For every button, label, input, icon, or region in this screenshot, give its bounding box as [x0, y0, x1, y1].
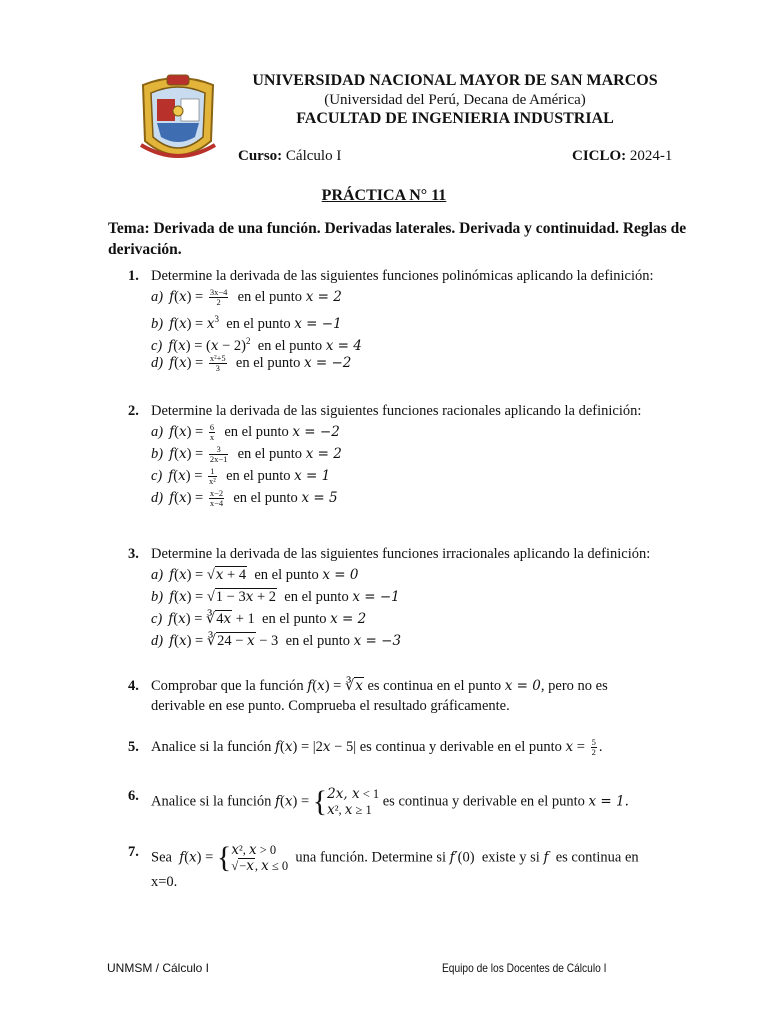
question-statement: Determine la derivada de las siguientes funciones racionales aplicando la definición: — [151, 403, 642, 419]
question-1 — [108, 266, 688, 376]
question-statement: Sea f(x) = {x², x > 0 √−x, x ≤ 0 una función. Determine si f′(0) existe y si f es continua en — [151, 841, 639, 874]
item-c: c) f(x) = ∛4x + 1 en el punto x = 2 — [151, 611, 367, 627]
item-a: a) f(x) = $\frac{6}{x}$ en el punto x = −2 — [151, 422, 340, 443]
question-6 — [108, 785, 688, 818]
item-a: a) f(x) = √x + 4 en el punto x = 0 — [151, 567, 359, 583]
question-3 — [108, 544, 688, 654]
course-value: Cálculo I — [285, 148, 342, 164]
question-5 — [108, 737, 688, 761]
footer-left: UNMSM / Cálculo I — [107, 961, 210, 975]
question-number: 1. — [128, 268, 139, 284]
item-b: b) $f(x) = x^3$ en el punto x = −1 — [151, 314, 342, 332]
item-d: d) f(x) = $\frac{\text{x²+5}}{3}$ en el punto x = −2 — [151, 353, 352, 374]
cycle-label: CICLO: — [572, 148, 627, 164]
question-number: 6. — [128, 788, 139, 804]
item-b: b) f(x) = √1 − 3x + 2 en el punto x = −1 — [151, 589, 400, 605]
faculty-name: FACULTAD DE INGENIERIA INDUSTRIAL — [296, 110, 614, 127]
question-4 — [108, 676, 688, 720]
item-d: d) f(x) = $\frac{x-2}{x-4}$ en el punto x = 5 — [151, 488, 338, 509]
question-7-tail: x=0. — [151, 874, 178, 890]
item-c: c) f(x) = $\frac{1}{\text{x²}}$ en el punto x = 1 — [151, 466, 331, 487]
topic-heading: Tema: Derivada de una función. Derivadas laterales. Derivada y continuidad. Reglas de derivación. — [108, 220, 687, 258]
question-number: 3. — [128, 546, 139, 562]
course-line — [238, 148, 341, 165]
question-number: 2. — [128, 403, 139, 419]
university-seal-logo — [137, 71, 219, 169]
question-number: 5. — [128, 739, 139, 755]
footer-right: Equipo de los Docentes de Cálculo I — [442, 961, 607, 975]
question-number: 4. — [128, 678, 139, 694]
question-statement: Comprobar que la función f(x) = ∛x es continua en el punto x = 0, pero no es derivable en ese punto. Comprueba el resultado gráficamente. — [151, 678, 608, 714]
cycle-line — [572, 148, 672, 165]
question-statement: Analice si la función f(x) = |2x − 5| es continua y derivable en el punto x = $\frac{5}{2}$ . — [151, 737, 603, 758]
page-title: PRÁCTICA N° 11 — [321, 187, 447, 204]
cycle-value: 2024-1 — [629, 148, 673, 164]
university-subtitle: (Universidad del Perú, Decana de América) — [324, 92, 586, 108]
question-statement: Analice si la función f(x) = {2x, x < 1 x², x ≥ 1 es continua y derivable en el punto x = 1. — [151, 785, 629, 818]
university-name: UNIVERSIDAD NACIONAL MAYOR DE SAN MARCOS — [252, 72, 658, 89]
question-7 — [108, 841, 688, 890]
question-statement: Determine la derivada de las siguientes funciones irracionales aplicando la definición: — [151, 546, 651, 562]
item-d: d) f(x) = ∛24 − x − 3 en el punto x = −3 — [151, 633, 402, 649]
item-c: c) $f(x) = (x - 2)^2$ en el punto x = 4 — [151, 336, 362, 354]
item-b: b) f(x) = $\frac{3}{2x-1}$ en el punto x = 2 — [151, 444, 342, 465]
question-2 — [108, 401, 688, 511]
course-label: Curso: — [238, 148, 283, 164]
question-statement: Determine la derivada de las siguientes funciones polinómicas aplicando la definición: — [151, 268, 654, 284]
item-a: a) f(x) = $\frac{3x-4}{2}$ en el punto x = 2 — [151, 287, 342, 308]
question-number: 7. — [128, 844, 139, 860]
